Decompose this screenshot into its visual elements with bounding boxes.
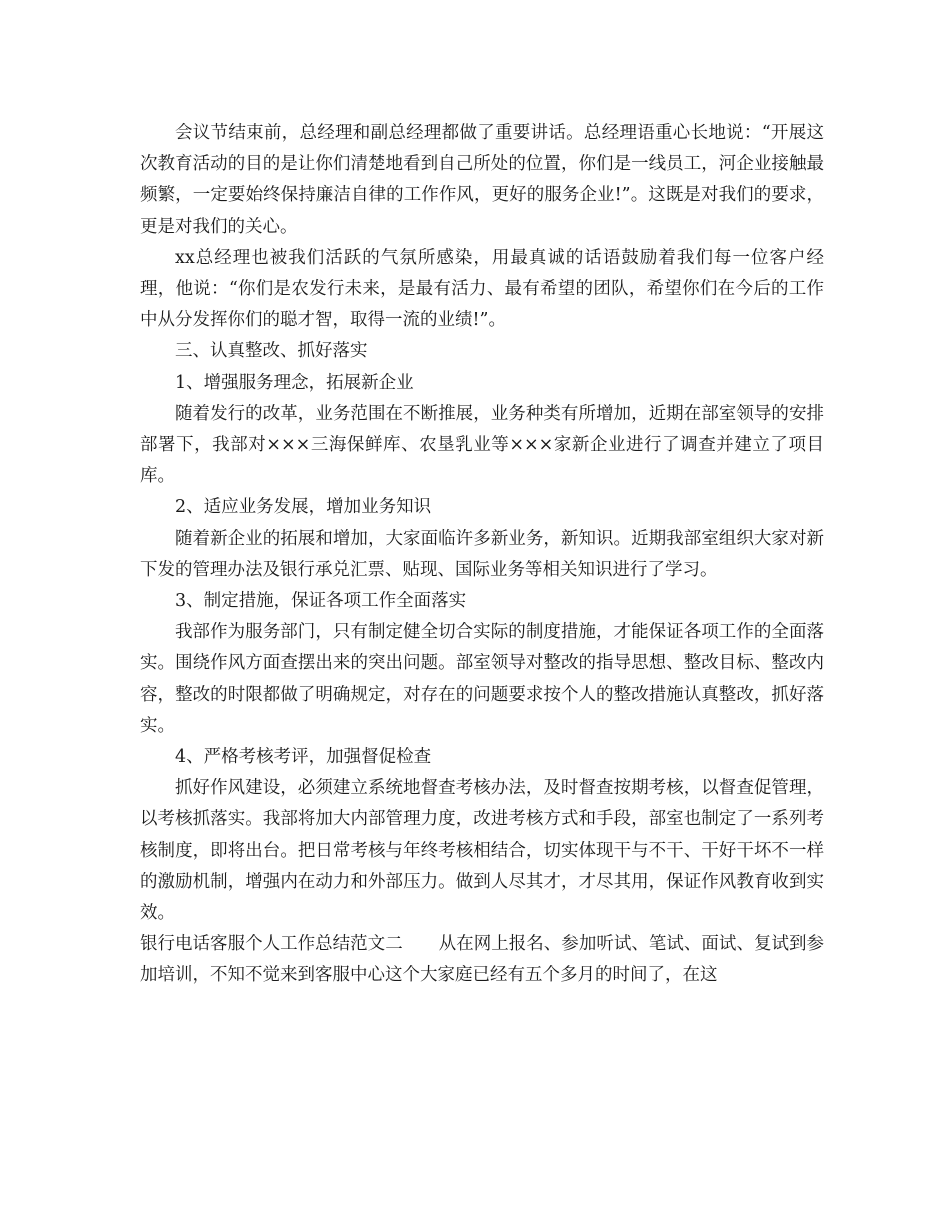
- document-page: [140, 118, 824, 992]
- heading-section-three: 三、认真整改、抓好落实: [175, 341, 368, 362]
- heading-item-1: 1、增强服务理念，拓展新企业: [175, 372, 414, 393]
- paragraph-item-2: 随着新企业的拓展和增加，大家面临许多新业务，新知识。近期我部室组织大家对新下发的管理办法及银行承兑汇票、贴现、国际业务等相关知识进行了学习。: [140, 528, 824, 580]
- paragraph-item-4: 抓好作风建设，必须建立系统地督查考核办法，及时督查按期考核，以督查促管理，以考核抓落实。我部将加大内部管理力度，改进考核方式和手段，部室也制定了一系列考核制度，即将出台。把日常考核与年终考核相结合，切实体现干与不干、干好干坏不一样的激励机制，增强内在动力和外部压力。做到人尽其才，才尽其用，保证作风教育收到实效。: [140, 778, 824, 924]
- paragraph-item-1: 随着发行的改革，业务范围在不断推展，业务种类有所增加，近期在部室领导的安排部署下，我部对×××三海保鲜库、农垦乳业等×××家新企业进行了调查并建立了项目库。: [140, 403, 824, 487]
- section-two-title: 银行电话客服个人工作总结范文二: [140, 934, 403, 955]
- paragraph-manager-encouragement: xx总经理也被我们活跃的气氛所感染，用最真诚的话语鼓励着我们每一位客户经理，他说：“你们是农发行未来，是最有活力、最有希望的团队，希望你们在今后的工作中从分发挥你们的聪才智，取得一流的业绩!”。: [140, 247, 824, 331]
- section-two-body: 从在网上报名、参加听试、笔试、面试、复试到参加培训，不知不觉来到客服中心这个大家庭已经有五个多月的时间了，在这: [140, 934, 824, 986]
- heading-item-3: 3、制定措施，保证各项工作全面落实: [175, 591, 467, 612]
- paragraph-closing-speech: 会议节结束前，总经理和副总经理都做了重要讲话。总经理语重心长地说：“开展这次教育活动的目的是让你们清楚地看到自己所处的位置，你们是一线员工，河企业接触最频繁，一定要始终保持廉洁自律的工作作风，更好的服务企业!”。这既是对我们的要求，更是对我们的关心。: [140, 123, 824, 237]
- paragraph-item-3: 我部作为服务部门，只有制定健全切合实际的制度措施，才能保证各项工作的全面落实。围绕作风方面查摆出来的突出问题。部室领导对整改的指导思想、整改目标、整改内容，整改的时限都做了明确规定，对存在的问题要求按个人的整改措施认真整改，抓好落实。: [140, 622, 824, 736]
- heading-item-4: 4、严格考核考评，加强督促检查: [175, 747, 432, 768]
- heading-item-2: 2、适应业务发展，增加业务知识: [175, 497, 432, 518]
- section-two-paragraph: [140, 929, 824, 991]
